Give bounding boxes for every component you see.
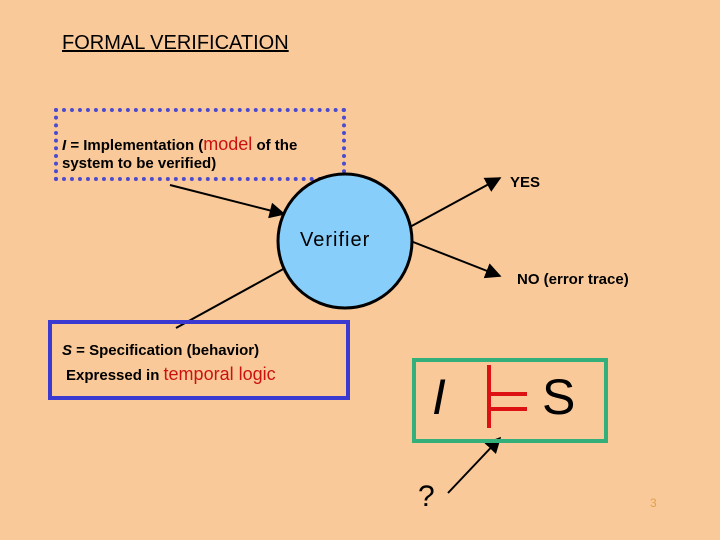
specification-box — [48, 320, 350, 400]
implementation-var: I — [62, 137, 67, 154]
specification-var: S — [62, 342, 73, 359]
question-mark: ? — [418, 480, 435, 513]
no-label: NO (error trace) — [517, 271, 629, 288]
specification-highlight: temporal logic — [163, 364, 276, 384]
implementation-line-2: system to be verified) — [62, 155, 217, 172]
specification-line-1 — [62, 342, 259, 359]
page-number: 3 — [650, 496, 657, 510]
implementation-highlight: model — [203, 134, 253, 154]
arrow-impl-to-verifier — [170, 185, 284, 214]
arrow-verifier-to-yes — [408, 178, 500, 228]
arrow-verifier-to-no — [408, 240, 500, 276]
arrow-question-to-turnstile — [448, 438, 500, 493]
specification-line2-a: Expressed in — [66, 367, 164, 384]
specification-line1-rest: = Specification (behavior) — [72, 342, 260, 359]
implementation-text-a: = Implementation ( — [66, 137, 204, 154]
entailment-right: S — [542, 369, 576, 425]
implementation-text-b: of the — [252, 137, 298, 154]
arrow-spec-to-verifier — [176, 262, 296, 328]
verifier-label: Verifier — [300, 229, 371, 251]
yes-label: YES — [510, 174, 541, 191]
specification-line-2 — [66, 364, 276, 385]
entailment-left: I — [432, 369, 446, 425]
slide-title: FORMAL VERIFICATION — [62, 32, 289, 54]
